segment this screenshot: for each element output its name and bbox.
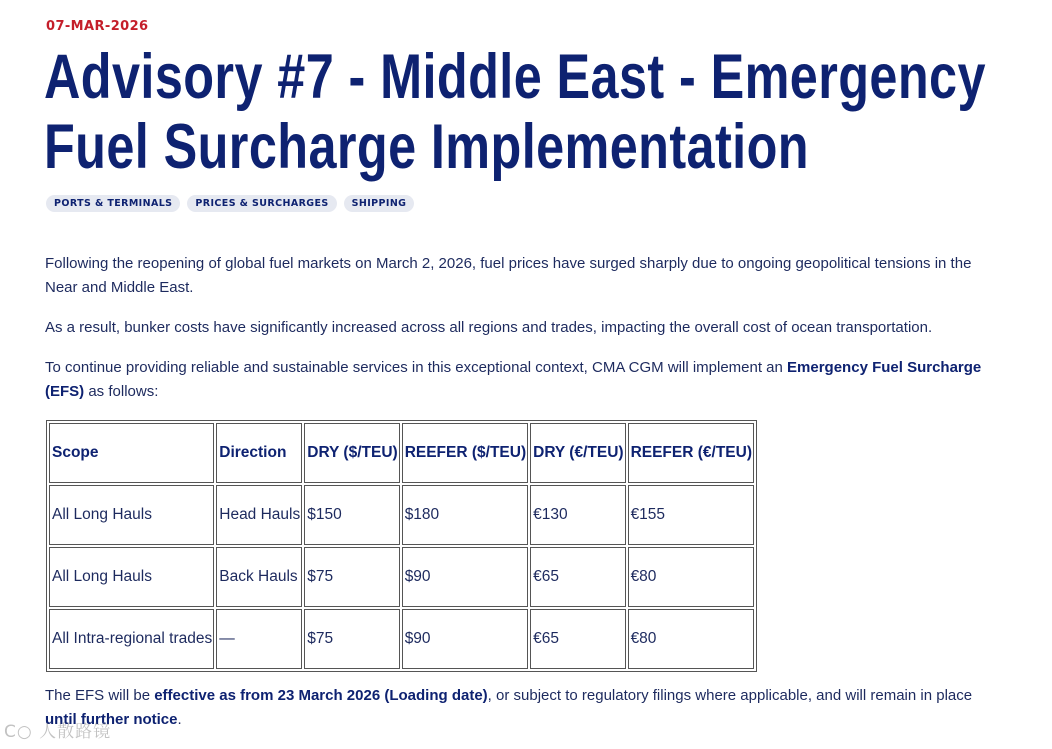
cell-direction: Back Hauls (216, 547, 302, 607)
table-row (49, 547, 754, 607)
until-notice: until further notice (45, 711, 178, 728)
tag-ports-terminals[interactable]: PORTS & TERMINALS (46, 195, 180, 212)
cell-scope: All Long Hauls (49, 547, 214, 607)
cell-reefer-usd: $90 (402, 547, 528, 607)
cell-scope: All Intra-regional trades (49, 609, 214, 669)
article-title (44, 42, 986, 182)
header-dry-eur: DRY (€/TEU) (530, 423, 625, 483)
cell-reefer-usd: $90 (402, 609, 528, 669)
cell-dry-eur: €65 (530, 547, 625, 607)
efs-intro-suffix: as follows: (84, 383, 159, 400)
header-direction: Direction (216, 423, 302, 483)
cell-reefer-eur: €80 (628, 547, 754, 607)
cell-dry-eur: €65 (530, 609, 625, 669)
table-row (49, 609, 754, 669)
paragraph-efs-intro (45, 356, 1005, 404)
cell-scope: All Long Hauls (49, 485, 214, 545)
effective-date: effective as from 23 March 2026 (Loading date) (154, 687, 488, 704)
efs-intro-text: To continue providing reliable and sustainable services in this exceptional context, CMA CGM will implement an (45, 359, 788, 376)
tag-list (46, 195, 414, 212)
tag-prices-surcharges[interactable]: PRICES & SURCHARGES (187, 195, 336, 212)
header-scope: Scope (49, 423, 214, 483)
table-header-row (49, 423, 754, 483)
efs-table (46, 420, 757, 672)
effective-suffix: . (177, 711, 182, 728)
cell-dry-usd: $75 (304, 547, 399, 607)
cell-dry-eur: €130 (530, 485, 625, 545)
article-date: 07-MAR-2026 (46, 19, 149, 34)
cell-reefer-usd: $180 (402, 485, 528, 545)
efs-name: Emergency Fuel Surcharge (EFS) (45, 359, 982, 400)
header-reefer-eur: REEFER (€/TEU) (628, 423, 754, 483)
effective-mid: , or subject to regulatory filings where applicable, and will remain in place (487, 687, 973, 704)
tag-shipping[interactable]: SHIPPING (344, 195, 415, 212)
cell-dry-usd: $150 (304, 485, 399, 545)
paragraph-effective-date (45, 684, 1005, 732)
title-line-1: Advisory #7 - Middle East - Emergency (44, 42, 986, 112)
cell-reefer-eur: €155 (628, 485, 754, 545)
effective-prefix: The EFS will be (45, 687, 155, 704)
cell-dry-usd: $75 (304, 609, 399, 669)
paragraph-bunker-costs: As a result, bunker costs have significantly increased across all regions and trades, impacting the overall cost of ocean transportation. (45, 319, 933, 336)
watermark: C○ 人散路镜 (4, 722, 112, 742)
cell-direction: — (216, 609, 302, 669)
cell-reefer-eur: €80 (628, 609, 754, 669)
table-row (49, 485, 754, 545)
header-reefer-usd: REEFER ($/TEU) (402, 423, 528, 483)
header-dry-usd: DRY ($/TEU) (304, 423, 399, 483)
article-body (45, 252, 1005, 748)
title-line-2: Fuel Surcharge Implementation (44, 112, 809, 182)
paragraph-intro: Following the reopening of global fuel markets on March 2, 2026, fuel prices have surged sharply due to ongoing geopolitical tensions in the Near and Middle East. (45, 255, 972, 296)
cell-direction: Head Hauls (216, 485, 302, 545)
